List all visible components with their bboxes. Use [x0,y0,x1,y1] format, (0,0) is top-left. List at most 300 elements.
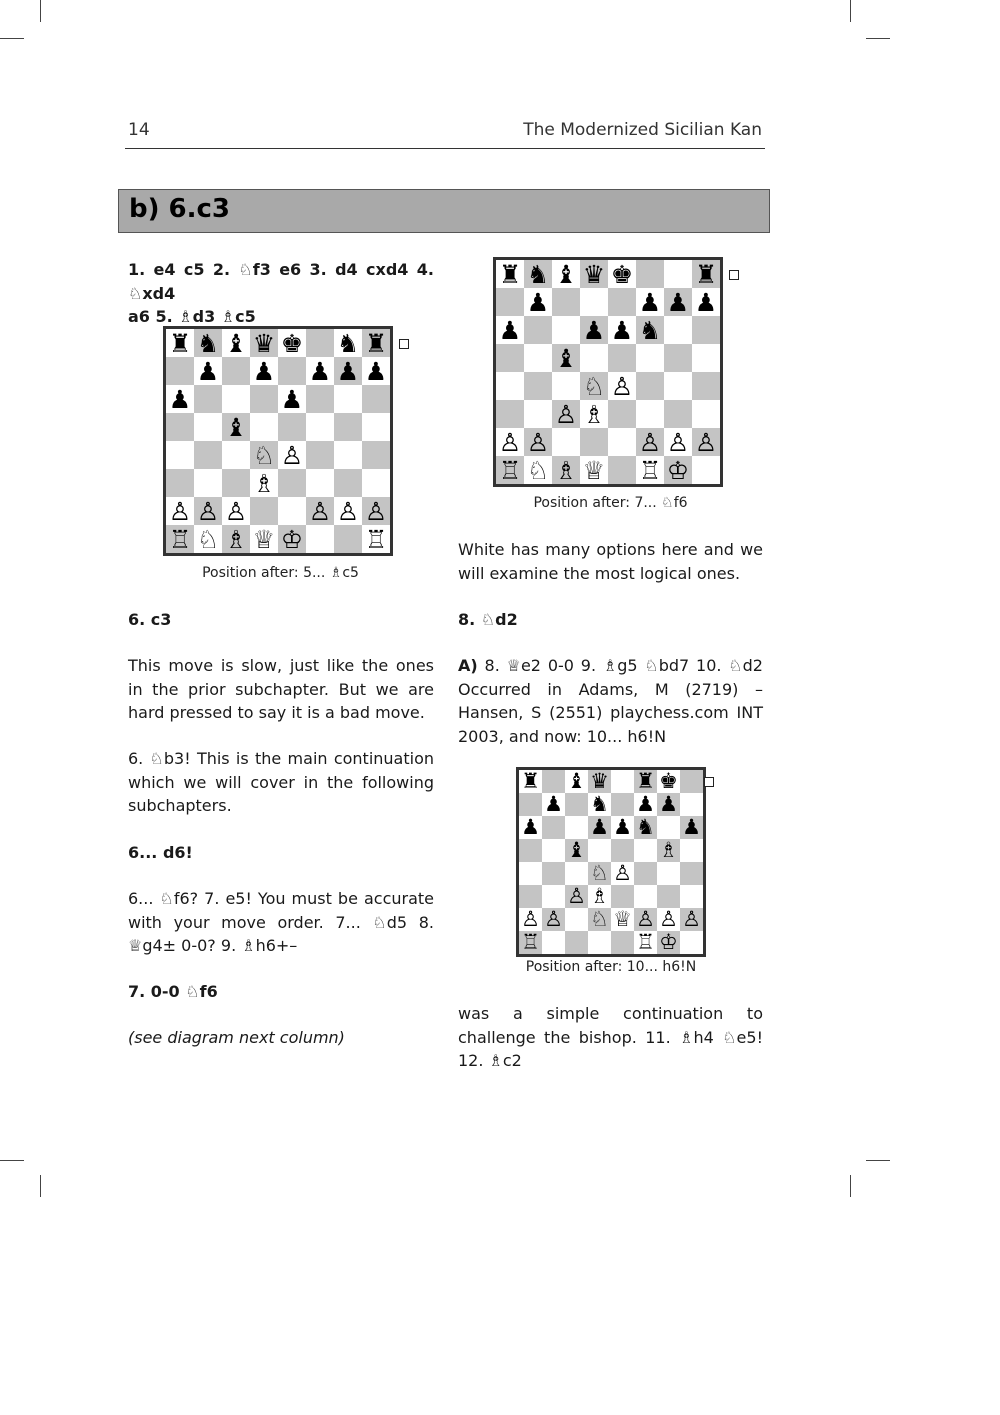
board-square [692,372,720,400]
crop-mark [866,1160,890,1161]
black-pawn-icon: ♟ [682,815,701,839]
board-square [222,525,250,553]
board-square [519,908,542,931]
white-pawn-icon: ♙ [682,907,701,931]
white-pawn-icon: ♙ [638,427,662,457]
board-square [278,413,306,441]
board-square [611,908,634,931]
board-square [634,793,657,816]
board-square [664,456,692,484]
board-square [657,793,680,816]
board-square [608,400,636,428]
board-square [680,770,703,793]
board-square [636,400,664,428]
board-square [636,456,664,484]
side-to-move-indicator [729,270,739,280]
board-square [608,260,636,288]
black-knight-icon: ♞ [526,259,550,289]
board-square [222,385,250,413]
board-square [222,441,250,469]
white-pawn-icon: ♙ [694,427,718,457]
black-bishop-icon: ♝ [554,343,578,373]
board-square [611,816,634,839]
board-square [194,385,222,413]
board-square [552,260,580,288]
board-square [636,372,664,400]
board-square [680,839,703,862]
board-square [664,260,692,288]
white-rook-icon: ♖ [638,455,662,485]
white-rook-icon: ♖ [364,524,388,554]
opening-moves-line2: a6 5. ♗d3 ♗c5 [128,307,256,326]
running-header-title: The Modernized Sicilian Kan [523,120,762,140]
black-pawn-icon: ♟ [526,287,550,317]
black-rook-icon: ♜ [168,328,192,358]
white-queen-icon: ♕ [582,455,606,485]
board-square [496,428,524,456]
black-pawn-icon: ♟ [582,315,606,345]
board-square [680,885,703,908]
white-pawn-icon: ♙ [364,496,388,526]
black-bishop-icon: ♝ [567,838,586,862]
board-square [496,400,524,428]
board-square [334,413,362,441]
black-pawn-icon: ♟ [613,815,632,839]
board-square [166,329,194,357]
diagram-caption: Position after: 7... ♘f6 [533,495,688,511]
white-queen-icon: ♕ [252,524,276,554]
board-square [634,770,657,793]
board-square [334,469,362,497]
board-square [552,372,580,400]
board-square [565,793,588,816]
board-square [692,400,720,428]
board-square [580,288,608,316]
header-rule [125,148,765,149]
board-square [657,885,680,908]
white-pawn-icon: ♙ [196,496,220,526]
board-square [657,770,680,793]
board-square [222,497,250,525]
board-square [542,931,565,954]
board-square [657,862,680,885]
board-square [588,793,611,816]
board-square [552,456,580,484]
white-bishop-icon: ♗ [224,524,248,554]
board-square [552,344,580,372]
board-square [362,385,390,413]
board-square [664,288,692,316]
board-square [542,908,565,931]
line-a-paragraph [458,654,763,748]
black-pawn-icon: ♟ [280,384,304,414]
black-pawn-icon: ♟ [308,356,332,386]
board-square [588,931,611,954]
white-pawn-icon: ♙ [168,496,192,526]
black-pawn-icon: ♟ [252,356,276,386]
board-square [250,413,278,441]
side-to-move-indicator [399,339,409,349]
board-square [278,441,306,469]
white-pawn-icon: ♙ [636,907,655,931]
white-bishop-icon: ♗ [252,468,276,498]
white-knight-icon: ♘ [590,907,609,931]
white-pawn-icon: ♙ [521,907,540,931]
crop-mark [850,1175,851,1197]
board-square [634,931,657,954]
board-square [565,885,588,908]
black-knight-icon: ♞ [196,328,220,358]
board-square [680,793,703,816]
board-square [611,770,634,793]
board-square [552,428,580,456]
board-square [519,862,542,885]
board-square [565,816,588,839]
black-pawn-icon: ♟ [544,792,563,816]
board-square [519,839,542,862]
board-square [334,441,362,469]
board-square [692,428,720,456]
black-bishop-icon: ♝ [567,769,586,793]
board-square [250,525,278,553]
board-square [250,329,278,357]
black-king-icon: ♚ [610,259,634,289]
board-square [194,413,222,441]
board-square [362,329,390,357]
board-square [565,839,588,862]
board-square [278,329,306,357]
board-square [580,372,608,400]
board-square [496,344,524,372]
move-heading: 6... d6! [128,843,193,862]
chess-diagram-3 [516,767,706,957]
board-square [608,288,636,316]
white-knight-icon: ♘ [590,861,609,885]
white-bishop-icon: ♗ [582,399,606,429]
board-square [519,793,542,816]
board-square [306,329,334,357]
white-knight-icon: ♘ [196,524,220,554]
board-square [524,372,552,400]
board-square [250,385,278,413]
crop-mark [40,0,41,22]
board-square [692,316,720,344]
black-pawn-icon: ♟ [336,356,360,386]
board-square [362,469,390,497]
black-rook-icon: ♜ [498,259,522,289]
black-pawn-icon: ♟ [610,315,634,345]
board-square [565,770,588,793]
opening-moves-line1: 1. e4 c5 2. ♘f3 e6 3. d4 cxd4 4. ♘xd4 [128,260,434,303]
board-square [334,329,362,357]
board-square [519,816,542,839]
black-rook-icon: ♜ [636,769,655,793]
board-square [278,469,306,497]
crop-mark [40,1175,41,1197]
board-square [664,344,692,372]
line-label: A) [458,656,478,675]
white-rook-icon: ♖ [636,930,655,954]
board-square [657,908,680,931]
white-pawn-icon: ♙ [224,496,248,526]
board-square [306,413,334,441]
line-text: 8. ♕e2 0-0 9. ♗g5 ♘bd7 10. ♘d2 Occurred in Adams, M (2719) – Hansen, S (2551) playchess.com INT 2003, and now: 10... h6!N [458,656,763,746]
board-square [664,428,692,456]
board-square [565,931,588,954]
board-square [194,329,222,357]
paragraph: White has many options here and we will examine the most logical ones. [458,540,763,583]
board-square [166,413,194,441]
board-square [278,525,306,553]
board-square [657,839,680,862]
board-square [334,497,362,525]
board-square [588,816,611,839]
black-pawn-icon: ♟ [636,792,655,816]
board-square [306,441,334,469]
board-square [542,793,565,816]
board-square [580,428,608,456]
board-square [580,316,608,344]
board-square [542,839,565,862]
black-pawn-icon: ♟ [666,287,690,317]
chessboard [516,767,706,957]
board-square [194,441,222,469]
white-bishop-icon: ♗ [590,884,609,908]
white-rook-icon: ♖ [168,524,192,554]
board-square [524,428,552,456]
board-square [634,908,657,931]
crop-mark [0,38,24,39]
white-pawn-icon: ♙ [613,861,632,885]
white-king-icon: ♔ [280,524,304,554]
board-square [664,372,692,400]
board-square [542,770,565,793]
board-square [250,357,278,385]
board-square [588,839,611,862]
board-square [496,456,524,484]
board-square [580,456,608,484]
board-square [608,428,636,456]
board-square [692,344,720,372]
board-square [657,931,680,954]
white-knight-icon: ♘ [526,455,550,485]
board-square [636,260,664,288]
black-pawn-icon: ♟ [694,287,718,317]
board-square [611,885,634,908]
board-square [278,385,306,413]
board-square [692,456,720,484]
black-queen-icon: ♛ [252,328,276,358]
white-queen-icon: ♕ [613,907,632,931]
board-square [636,344,664,372]
black-bishop-icon: ♝ [224,412,248,442]
board-square [692,260,720,288]
board-square [680,816,703,839]
side-to-move-indicator [704,777,714,787]
white-pawn-icon: ♙ [498,427,522,457]
board-square [362,357,390,385]
board-square [496,316,524,344]
black-knight-icon: ♞ [336,328,360,358]
board-square [634,839,657,862]
black-pawn-icon: ♟ [590,815,609,839]
board-square [636,288,664,316]
board-square [542,816,565,839]
board-square [222,413,250,441]
board-square [222,357,250,385]
white-pawn-icon: ♙ [554,399,578,429]
crop-mark [0,1160,24,1161]
black-rook-icon: ♜ [694,259,718,289]
board-square [608,316,636,344]
move-heading: 6. c3 [128,610,172,629]
white-pawn-icon: ♙ [659,907,678,931]
board-square [552,288,580,316]
board-square [657,816,680,839]
paragraph: 6... ♘f6? 7. e5! You must be accurate with your move order. 7... ♘d5 8. ♕g4± 0-0? 9. ♗h6+– [128,889,434,955]
board-square [222,469,250,497]
white-pawn-icon: ♙ [666,427,690,457]
black-pawn-icon: ♟ [498,315,522,345]
black-pawn-icon: ♟ [168,384,192,414]
diagram-caption: Position after: 10... h6!N [525,959,697,975]
board-square [362,441,390,469]
white-pawn-icon: ♙ [280,440,304,470]
board-square [519,885,542,908]
opening-moves [128,258,434,329]
board-square [588,862,611,885]
black-bishop-icon: ♝ [224,328,248,358]
board-square [519,931,542,954]
crop-mark [866,38,890,39]
black-knight-icon: ♞ [590,792,609,816]
board-square [611,839,634,862]
board-square [166,525,194,553]
white-knight-icon: ♘ [252,440,276,470]
chessboard [493,257,723,487]
board-square [524,400,552,428]
board-square [166,357,194,385]
white-pawn-icon: ♙ [336,496,360,526]
board-square [362,525,390,553]
board-square [524,260,552,288]
board-square [608,456,636,484]
board-square [306,497,334,525]
chess-diagram-1 [163,326,393,556]
move-heading: 7. 0-0 ♘f6 [128,982,218,1001]
board-square [580,400,608,428]
board-square [588,908,611,931]
board-square [194,525,222,553]
board-square [166,385,194,413]
board-square [278,497,306,525]
white-king-icon: ♔ [659,930,678,954]
chess-diagram-2 [493,257,723,487]
black-king-icon: ♚ [659,769,678,793]
board-square [664,316,692,344]
board-square [362,413,390,441]
board-square [608,344,636,372]
board-square [524,344,552,372]
board-square [250,497,278,525]
board-square [222,329,250,357]
board-square [611,793,634,816]
crop-mark [850,0,851,22]
white-king-icon: ♔ [666,455,690,485]
paragraph: 6. ♘b3! This is the main continuation which we will cover in the following subchapters. [128,749,434,815]
board-square [306,385,334,413]
board-square [166,441,194,469]
board-square [306,469,334,497]
board-square [611,931,634,954]
white-rook-icon: ♖ [521,930,540,954]
board-square [306,357,334,385]
board-square [611,862,634,885]
black-pawn-icon: ♟ [364,356,388,386]
board-square [194,469,222,497]
black-pawn-icon: ♟ [521,815,540,839]
board-square [588,770,611,793]
black-knight-icon: ♞ [638,315,662,345]
board-square [524,288,552,316]
board-square [565,862,588,885]
chessboard [163,326,393,556]
black-pawn-icon: ♟ [659,792,678,816]
board-square [496,288,524,316]
board-square [680,908,703,931]
white-bishop-icon: ♗ [554,455,578,485]
black-king-icon: ♚ [280,328,304,358]
board-square [250,469,278,497]
board-square [334,525,362,553]
board-square [194,497,222,525]
board-square [334,385,362,413]
board-square [580,344,608,372]
black-rook-icon: ♜ [364,328,388,358]
board-square [542,885,565,908]
board-square [636,316,664,344]
white-pawn-icon: ♙ [526,427,550,457]
board-square [524,316,552,344]
board-square [664,400,692,428]
page-number: 14 [128,120,150,140]
board-square [588,885,611,908]
board-square [692,288,720,316]
black-pawn-icon: ♟ [638,287,662,317]
board-square [552,400,580,428]
black-bishop-icon: ♝ [554,259,578,289]
board-square [580,260,608,288]
board-square [636,428,664,456]
paragraph: This move is slow, just like the ones in the prior subchapter. But we are hard pressed to say it is a bad move. [128,656,434,722]
section-heading: b) 6.c3 [129,194,231,224]
paragraph: was a simple continuation to challenge the bishop. 11. ♗h4 ♘e5! 12. ♗c2 [458,1004,763,1070]
diagram-caption: Position after: 5... ♗c5 [202,565,359,581]
board-square [166,469,194,497]
board-square [524,456,552,484]
board-square [496,260,524,288]
black-queen-icon: ♛ [590,769,609,793]
black-rook-icon: ♜ [521,769,540,793]
board-square [552,316,580,344]
section-heading-bar [118,189,770,233]
board-square [519,770,542,793]
board-square [166,497,194,525]
board-square [608,372,636,400]
move-heading: 8. ♘d2 [458,610,518,629]
board-square [680,862,703,885]
board-square [250,441,278,469]
